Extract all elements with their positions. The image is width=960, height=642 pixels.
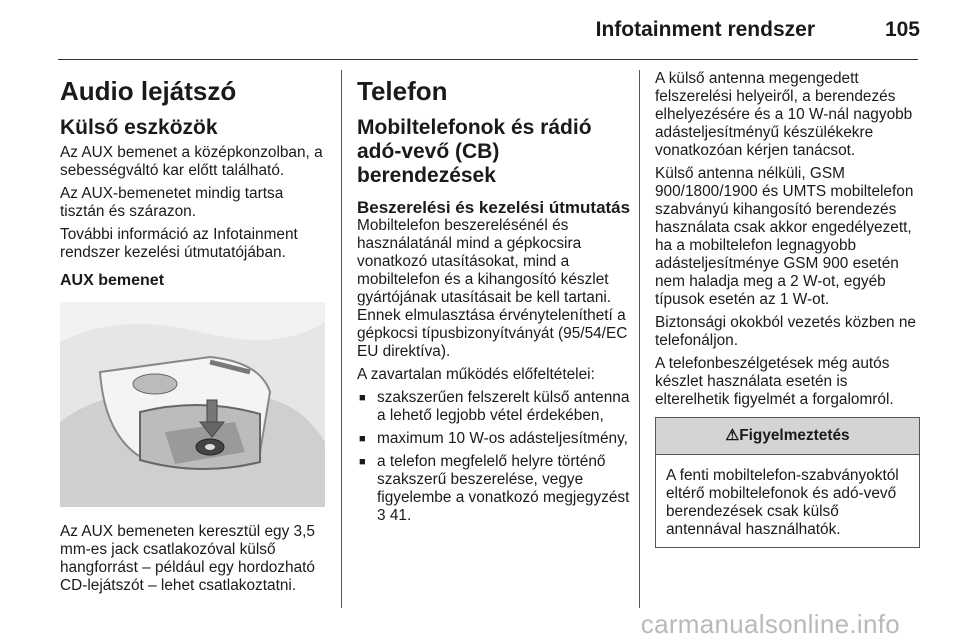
paragraph: Külső antenna nélküli, GSM 900/1800/1900 és UMTS mobiltelefon szabványú kihangosító berendezés használata csak akkor engedélyezett, ha a mobiltelefon legnagyobb adásteljesítménye GSM 900 esetén nem haladja meg a 2 W-ot, egyéb típusok esetén az 1 W-ot. <box>655 165 914 308</box>
section-heading: Telefon <box>357 76 448 106</box>
subheading: Beszerelési és kezelési útmutatás <box>357 198 631 217</box>
list-item: ■ a telefon megfelelő helyre történő szakszerű beszerelése, vegye figyelembe a vonatkozó megjegyzést 3 41. <box>357 453 632 525</box>
watermark: carmanualsonline.info <box>640 609 900 639</box>
warning-text: A fenti mobiltelefon-szabványoktól eltérő mobiltelefonok és adó-vevő berendezések csak külső antennával használhatók. <box>666 467 899 538</box>
page-number: 105 <box>884 18 920 41</box>
paragraph: A külső antenna megengedett felszerelési helyeiről, a berendezés elhelyezésére és a 10 W-nál nagyobb adásteljesítményű készülékekre vonatkozóan kérjen tanácsot. <box>655 70 913 159</box>
list-item: ■ szakszerűen felszerelt külső antenna a lehető legjobb vétel érdekében, <box>357 389 632 425</box>
page-header <box>0 14 920 44</box>
paragraph: A zavartalan működés előfeltételei: <box>357 366 595 383</box>
list-item: ■ maximum 10 W-os adásteljesítmény, <box>357 430 632 448</box>
paragraph: Biztonsági okokból vezetés közben ne telefonáljon. <box>655 314 916 349</box>
paragraph: A telefonbeszélgetések még autós készlet használata esetén is elterelhetik figyelmét a forgalomról. <box>655 355 894 408</box>
column-1 <box>60 70 330 600</box>
subsection-heading: Külső eszközök <box>60 116 218 139</box>
warning-title: Figyelmeztetés <box>739 427 850 444</box>
header-title: Infotainment rendszer <box>595 18 815 41</box>
paragraph: Az AUX-bemenetet mindig tartsa tisztán és szárazon. <box>60 185 284 220</box>
header-rule <box>58 59 918 60</box>
aux-input-photo <box>60 302 325 507</box>
warning-header <box>656 418 919 455</box>
paragraph: További információ az Infotainment rendszer kezelési útmutatójában. <box>60 226 298 261</box>
paragraph: Az AUX bemeneten keresztül egy 3,5 mm-es jack csatlakozóval külső hangforrást – például egy hordozható CD-lejátszót – lehet csatlakoztatni. <box>60 523 315 594</box>
paragraph: Az AUX bemenet a középkonzolban, a sebességváltó kar előtt található. <box>60 144 323 179</box>
section-heading: Audio lejátszó <box>60 76 237 106</box>
requirements-list <box>357 389 632 525</box>
column-2 <box>357 70 632 530</box>
subheading: AUX bemenet <box>60 272 165 289</box>
paragraph: Mobiltelefon beszerelésénél és használatánál mind a gépkocsira vonatkozó utasításokat, mind a mobiltelefon és a kihangosító készlet gyártójának utasításait be kell tartani. Ennek elmulasztása érvényteleníthetí a gépkocsi típusbizonyítványát (95/54/EC EU direktíva). <box>357 217 628 360</box>
column-divider <box>639 70 640 608</box>
column-3 <box>655 70 920 548</box>
warning-box <box>655 417 920 548</box>
warning-icon: ⚠ <box>725 427 740 444</box>
column-divider <box>341 70 342 608</box>
subsection-heading: Mobiltelefonok és rádió adó-vevő (CB) berendezések <box>357 116 592 187</box>
